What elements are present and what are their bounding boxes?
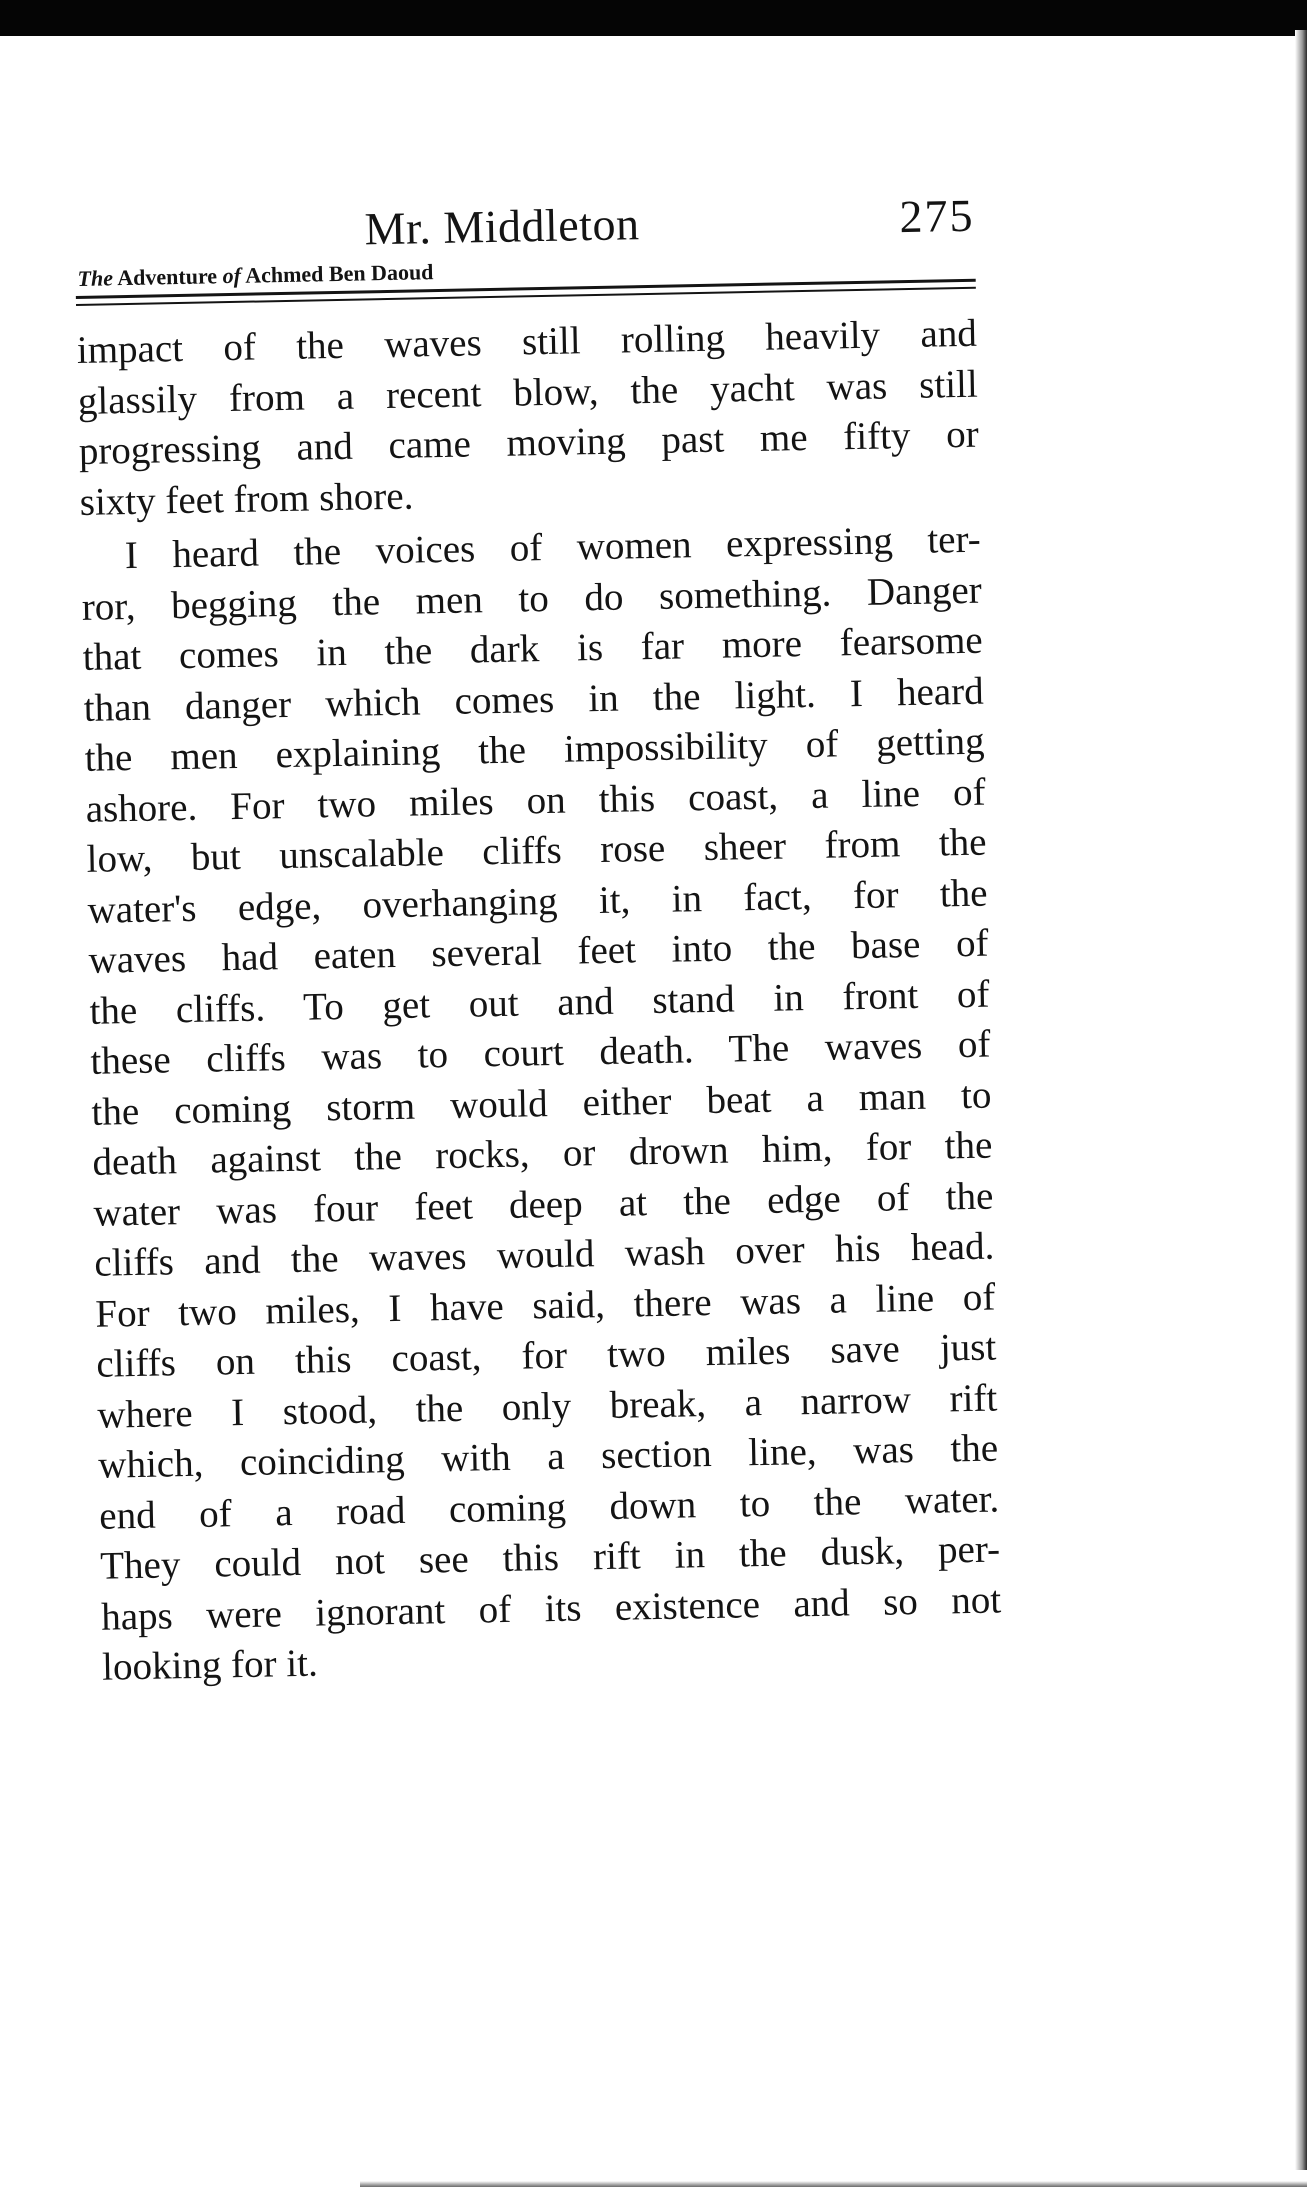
- text-line: impact of the waves still rolling heavily and: [76, 311, 978, 372]
- text-line: the cliffs. To get out and stand in front of: [89, 972, 990, 1033]
- running-title: Mr. Middleton: [364, 198, 640, 255]
- text-line: haps were ignorant of its existence and so not: [100, 1577, 1002, 1639]
- text-line: the coming storm would either beat a man to: [91, 1073, 992, 1134]
- scan-border-top: [0, 0, 1307, 36]
- text-line: I heard the voices of women expressing ter-: [124, 517, 982, 578]
- subtitle-of: of: [222, 262, 242, 289]
- text-line: sixty feet from shore.: [79, 474, 414, 524]
- scan-border-bottom: [360, 2181, 1307, 2187]
- text-line: water's edge, overhanging it, in fact, for the: [87, 871, 988, 932]
- text-line: low, but unscalable cliffs rose sheer from the: [86, 820, 987, 881]
- text-line: end of a road coming down to the water.: [98, 1476, 1000, 1538]
- paragraph-1: [76, 309, 980, 528]
- text-line: cliffs on this coast, for two miles save just: [95, 1325, 997, 1386]
- subtitle-prefix: The: [77, 265, 114, 291]
- body-text: [76, 309, 1002, 1694]
- text-line: For two miles, I have said, there was a line of: [94, 1275, 996, 1336]
- book-page: [74, 183, 1003, 1694]
- paragraph-2: [80, 515, 1002, 1694]
- text-line: that comes in the dark is far more fearsome: [82, 618, 984, 679]
- text-line: ashore. For two miles on this coast, a line of: [85, 770, 986, 831]
- text-line: these cliffs was to court death. The waves of: [90, 1022, 991, 1083]
- text-line: waves had eaten several feet into the base of: [88, 921, 989, 982]
- text-line: which, coinciding with a section line, was the: [97, 1426, 999, 1487]
- text-line: glassily from a recent blow, the yacht was still: [77, 362, 979, 423]
- text-line: looking for it.: [101, 1641, 319, 1689]
- text-line: progressing and came moving past me fifty or: [78, 412, 980, 473]
- subtitle-mid: Adventure: [117, 263, 218, 291]
- text-line: water was four feet deep at the edge of the: [93, 1174, 994, 1235]
- subtitle-name: Achmed Ben Daoud: [244, 259, 434, 288]
- text-line: They could not see this rift in the dusk, per-: [99, 1527, 1001, 1588]
- text-line: than danger which comes in the light. I heard: [83, 669, 984, 730]
- text-line: cliffs and the waves would wash over his head.: [94, 1224, 995, 1285]
- text-line: the men explaining the impossibility of getting: [84, 719, 985, 780]
- text-line: death against the rocks, or drown him, for the: [92, 1123, 993, 1184]
- page-number: 275: [898, 189, 975, 243]
- text-line: ror, begging the men to do something. Danger: [81, 568, 983, 629]
- text-line: where I stood, the only break, a narrow rift: [96, 1376, 998, 1437]
- scan-border-right: [1295, 30, 1307, 2170]
